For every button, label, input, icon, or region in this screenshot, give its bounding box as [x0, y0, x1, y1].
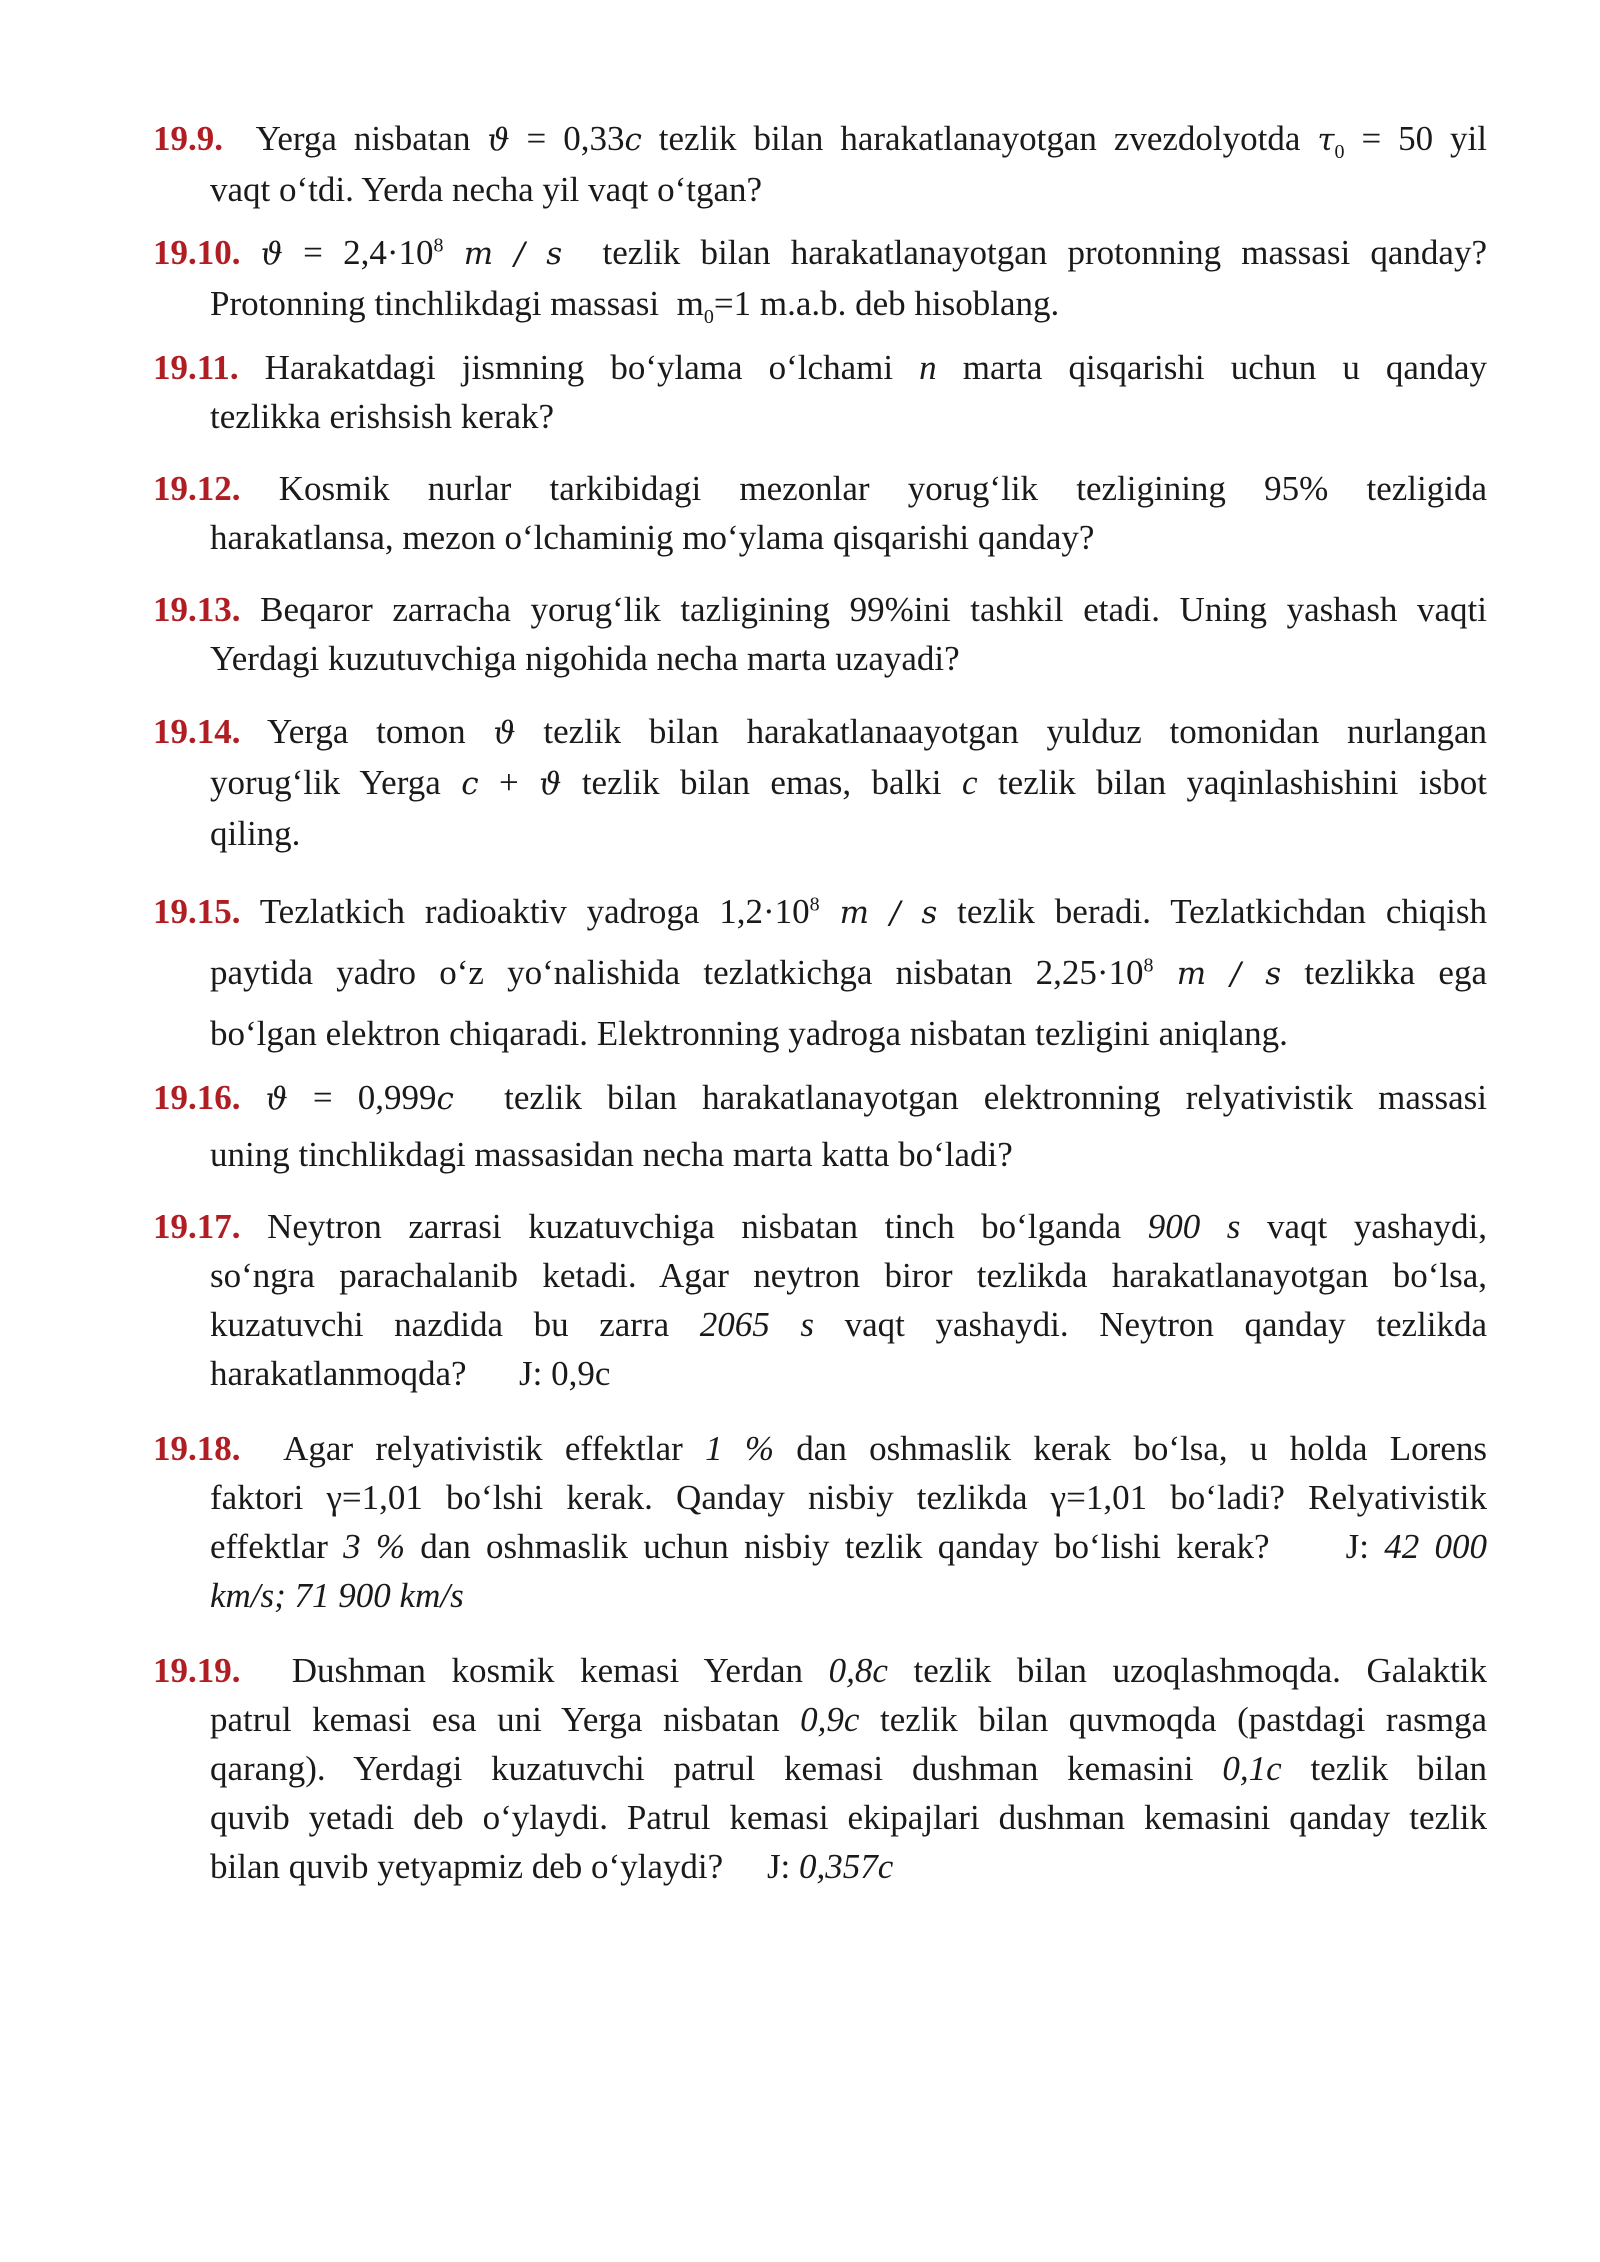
problem-line: harakatlanmoqda? J: 0,9c	[210, 1354, 611, 1393]
problem-number: 19.15.	[153, 892, 241, 931]
problem-line: 19.14. Yerga tomon ϑ tezlik bilan harakatlanaayotgan yulduz tomonidan nurlangan	[153, 712, 1488, 751]
problem-19-12	[153, 464, 1487, 562]
problem-19-19	[153, 1646, 1487, 1891]
problem-line: qarang). Yerdagi kuzatuvchi patrul kemasi dushman kemasini 0,1c tezlik bilan	[210, 1749, 1487, 1788]
problem-line: 19.18. Agar relyativistik effektlar 1 % dan oshmaslik kerak bo‘lsa, u holda Lorens	[153, 1429, 1487, 1468]
problem-19-13	[153, 585, 1487, 683]
problem-number: 19.9.	[153, 119, 223, 158]
problem-number: 19.14.	[153, 712, 241, 751]
problem-line: 19.10. $ϑ = 2,4\cdot 10^8$ m / s tezlik bilan harakatlanayotgan protonning massasi qanday?	[153, 233, 1487, 272]
problem-19-10	[153, 228, 1487, 328]
problem-number: 19.10.	[153, 233, 241, 272]
problem-line: vaqt o‘tdi. Yerda necha yil vaqt o‘tgan?	[210, 170, 763, 209]
problem-line: kuzatuvchi nazdida bu zarra 2065 s vaqt yashaydi. Neytron qanday tezlikda	[210, 1305, 1487, 1344]
problem-line: 19.16. ϑ = 0,999c tezlik bilan harakatlanayotgan elektronning relyativistik massasi	[153, 1078, 1487, 1117]
problem-19-15	[153, 882, 1487, 1064]
problem-19-18	[153, 1424, 1487, 1620]
problem-19-17	[153, 1202, 1487, 1398]
problem-line: harakatlansa, mezon o‘lchaminig mo‘ylama qisqarishi qanday?	[210, 518, 1095, 557]
problem-19-9	[153, 114, 1487, 214]
problem-line: patrul kemasi esa uni Yerga nisbatan 0,9c tezlik bilan quvmoqda (pastdagi rasmga	[210, 1700, 1487, 1739]
problem-line: yorug‘lik Yerga c + ϑ tezlik bilan emas, balki c tezlik bilan yaqinlashishini isbot	[210, 763, 1487, 802]
problem-number: 19.12.	[153, 469, 241, 508]
problem-line: effektlar 3 % dan oshmaslik uchun nisbiy tezlik qanday bo‘lishi kerak? J: 42 000	[210, 1527, 1488, 1566]
problem-line: quvib yetadi deb o‘ylaydi. Patrul kemasi ekipajlari dushman kemasini qanday tezlik	[210, 1798, 1487, 1837]
problem-19-11	[153, 343, 1487, 441]
problem-line: bo‘lgan elektron chiqaradi. Elektronning yadroga nisbatan tezligini aniqlang.	[210, 1014, 1288, 1053]
problem-line: 19.12. Kosmik nurlar tarkibidagi mezonlar yorug‘lik tezligining 95% tezligida	[153, 469, 1488, 508]
problem-line: 19.13. Beqaror zarracha yorug‘lik tazligining 99%ini tashkil etadi. Uning yashash vaqti	[153, 590, 1488, 629]
problem-number: 19.13.	[153, 590, 241, 629]
problem-line: tezlikka erishsish kerak?	[210, 397, 555, 436]
problem-number: 19.16.	[153, 1078, 241, 1117]
problem-line: 19.9. Yerga nisbatan ϑ = 0,33c tezlik bilan harakatlanayotgan zvezdolyotda $\tau_0 = 50$ yil	[153, 119, 1487, 163]
problem-line: 19.15. Tezlatkich radioaktiv yadroga $1,2\cdot 10^8$ m / s tezlik beradi. Tezlatkichdan chiqish	[153, 892, 1487, 931]
problem-line: 19.17. Neytron zarrasi kuzatuvchiga nisbatan tinch bo‘lganda 900 s vaqt yashaydi,	[153, 1207, 1487, 1246]
problem-line: qiling.	[210, 814, 301, 853]
problem-number: 19.11.	[153, 348, 239, 387]
problem-19-16	[153, 1070, 1487, 1183]
problem-line: Protonning tinchlikdagi massasi $m_0=1$ m.a.b. deb hisoblang.	[210, 284, 1060, 328]
problem-number: 19.19.	[153, 1651, 241, 1690]
problem-19-14	[153, 707, 1487, 858]
problem-line: Yerdagi kuzutuvchiga nigohida necha marta uzayadi?	[210, 639, 960, 678]
problem-line: paytida yadro o‘z yo‘nalishida tezlatkichga nisbatan $2,25\cdot 10^8$ m / s tezlikka ega	[210, 953, 1487, 992]
problem-line: 19.19. Dushman kosmik kemasi Yerdan 0,8c tezlik bilan uzoqlashmoqda. Galaktik	[153, 1651, 1488, 1690]
problem-line: km/s; 71 900 km/s	[210, 1576, 464, 1615]
problem-line: faktori γ=1,01 bo‘lshi kerak. Qanday nisbiy tezlikda γ=1,01 bo‘ladi? Relyativistik	[210, 1478, 1487, 1517]
problem-line: so‘ngra parachalanib ketadi. Agar neytron biror tezlikda harakatlanayotgan bo‘lsa,	[210, 1256, 1487, 1295]
problem-line: uning tinchlikdagi massasidan necha marta katta bo‘ladi?	[210, 1135, 1013, 1174]
problem-line: bilan quvib yetyapmiz deb o‘ylaydi? J: 0,357c	[210, 1847, 894, 1886]
problem-number: 19.18.	[153, 1429, 241, 1468]
problem-number: 19.17.	[153, 1207, 241, 1246]
problem-line: 19.11. Harakatdagi jismning bo‘ylama o‘lchami n marta qisqarishi uchun u qanday	[153, 348, 1487, 387]
